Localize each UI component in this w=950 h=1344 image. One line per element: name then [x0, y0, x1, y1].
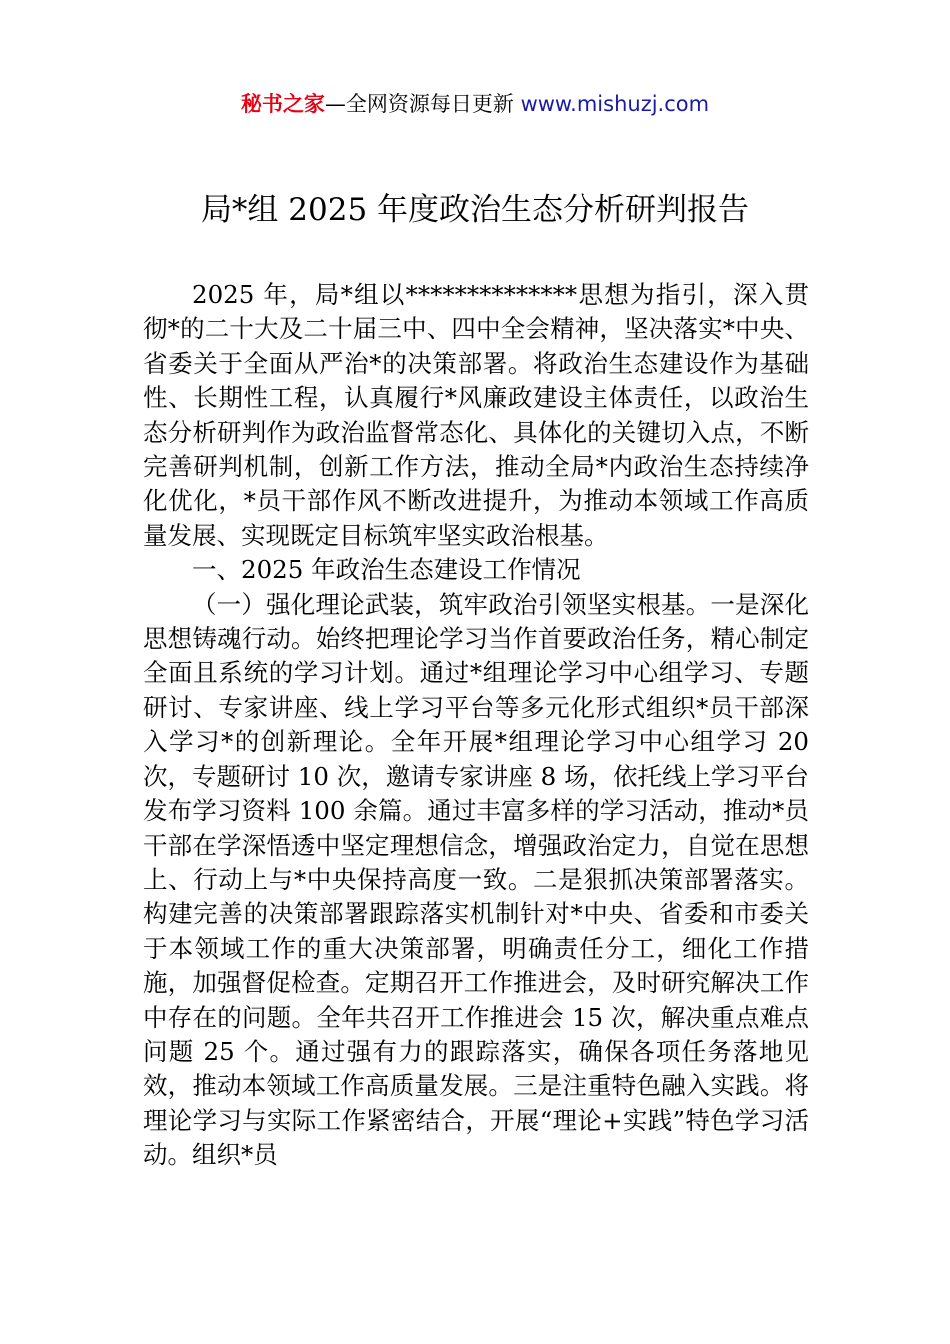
brand-name: 秘书之家	[240, 92, 325, 116]
subsection-paragraph: （一）强化理论武装，筑牢政治引领坚实根基。一是深化思想铸魂行动。始终把理论学习当作首要政治任务，精心制定全面且系统的学习计划。通过*组理论学习中心组学习、专题研讨、专家讲座、线上学习平台等多元化形式组织*员干部深入学习*的创新理论。全年开展*组理论学习中心组学习 20 次，专题研讨 10 次，邀请专家讲座 8 场，依托线上学习平台发布学习资料 100 余篇。通过丰富多样的学习活动，推动*员干部在学深悟透中坚定理想信念，增强政治定力，自觉在思想上、行动上与*中央保持高度一致。二是狠抓决策部署落实。构建完善的决策部署跟踪落实机制针对*中央、省委和市委关于本领域工作的重大决策部署，明确责任分工，细化工作措施，加强督促检查。定期召开工作推进会，及时研究解决工作中存在的问题。全年共召开工作推进会 15 次，解决重点难点问题 25 个。通过强有力的跟踪落实，确保各项任务落地见效，推动本领域工作高质量发展。三是注重特色融入实践。将理论学习与实际工作紧密结合，开展“理论+实践”特色学习活动。组织*员	[143, 589, 809, 1170]
document-body	[143, 278, 809, 1173]
header-tagline: —全网资源每日更新	[324, 92, 521, 116]
intro-paragraph: 2025 年，局*组以**************思想为指引，深入贯彻*的二十大及二十届三中、四中全会精神，坚决落实*中央、省委关于全面从严治*的决策部署。将政治生态建设作为基础性、长期性工程，认真履行*风廉政建设主体责任，以政治生态分析研判作为政治监督常态化、具体化的关键切入点，不断完善研判机制，创新工作方法，推动全局*内政治生态持续净化优化，*员干部作风不断改进提升，为推动本领域工作高质量发展、实现既定目标筑牢坚实政治根基。	[143, 280, 809, 550]
section-heading: 一、2025 年政治生态建设工作情况	[192, 555, 581, 585]
site-header	[0, 88, 950, 120]
document-title: 局*组 2025 年度政治生态分析研判报告	[200, 192, 750, 228]
site-url-link[interactable]: www.mishuzj.com	[520, 92, 710, 116]
